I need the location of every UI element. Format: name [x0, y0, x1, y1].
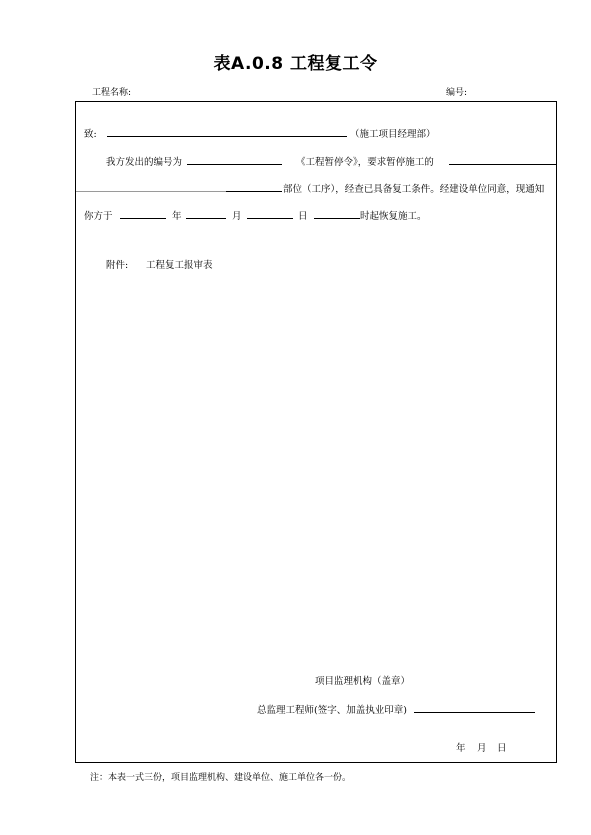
footnote: 注：本表一式三份，项目监理机构、建设单位、施工单位各一份。 [90, 773, 352, 783]
project-name-label: 工程名称: [92, 88, 132, 98]
to-label: 致: [84, 129, 97, 140]
line2-suffix: 部位（工序），经查已具备复工条件。经建设单位同意，现通知 [283, 184, 545, 195]
resume-month-field[interactable] [186, 218, 226, 219]
line3-prefix: 你方于 [84, 211, 113, 222]
number-label: 编号: [446, 88, 468, 98]
part-field-a[interactable] [76, 191, 226, 192]
recipient-field[interactable] [107, 136, 347, 137]
supervision-org-label: 项目监理机构（盖章） [315, 676, 411, 687]
suspended-work-field[interactable] [449, 164, 557, 165]
page-title: 表A.0.8 工程复工令 [213, 54, 378, 74]
attachment-value: 工程复工报审表 [146, 260, 213, 271]
form-frame [75, 101, 557, 763]
sign-month-label: 月 [477, 743, 487, 754]
chief-engineer-signature-field[interactable] [414, 712, 535, 713]
line1-middle: 《工程暂停令》，要求暂停施工的 [296, 157, 434, 168]
stop-order-number-field[interactable] [187, 164, 282, 165]
resume-day-field[interactable] [247, 218, 293, 219]
line3-suffix: 时起恢复施工。 [360, 211, 427, 222]
line1-prefix: 我方发出的编号为 [106, 157, 183, 168]
day-label: 日 [298, 211, 308, 222]
year-label: 年 [172, 211, 182, 222]
to-suffix: （施工项目经理部） [350, 129, 436, 140]
part-field-b[interactable] [226, 191, 282, 192]
chief-engineer-label: 总监理工程师(签字、加盖执业印章) [257, 705, 407, 716]
sign-year-label: 年 [456, 743, 466, 754]
resume-hour-field[interactable] [314, 218, 360, 219]
month-label: 月 [232, 211, 242, 222]
sign-day-label: 日 [497, 743, 507, 754]
resume-year-field[interactable] [120, 218, 166, 219]
attachment-label: 附件: [106, 260, 129, 271]
